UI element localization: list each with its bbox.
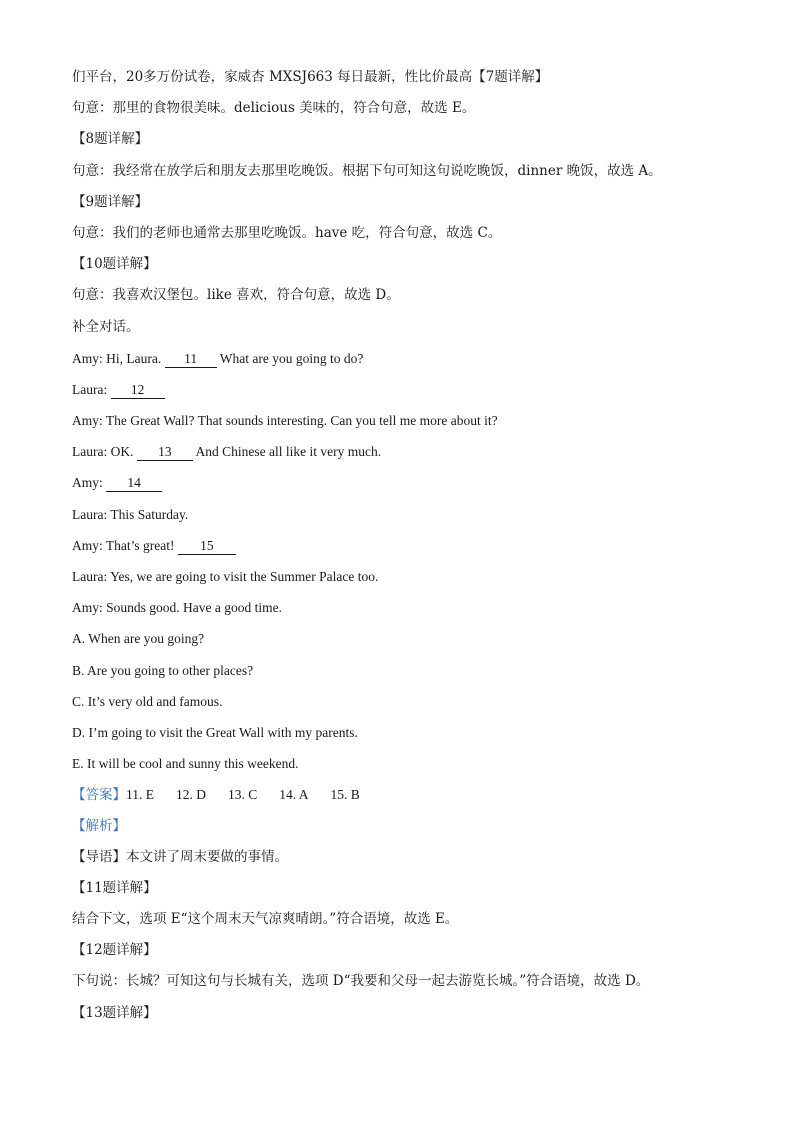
q12-text: 下句说：长城？可知这句与长城有关，选项 D“我要和父母一起去游览长城。”符合语境，故选 D。 [72,973,650,990]
dialogue-text: Laura: OK. [72,444,137,460]
blank-11: 11 [165,351,217,368]
q8-meaning: 句意：我经常在放学后和朋友去那里吃晚饭。根据下句可知这句说吃晚饭，dinner 晚饭，故选 A。 [72,162,662,179]
answer-13: 13. C [228,787,258,803]
blank-13: 13 [137,444,193,461]
dialogue-line-4 [72,436,752,467]
dialogue-line-6: Laura: This Saturday. [72,506,189,522]
blank-12: 12 [111,382,165,399]
document-page [72,62,752,1029]
blank-15: 15 [178,538,236,555]
q9-title: 【9题详解】 [72,193,149,210]
option-e: E. It will be cool and sunny this weekend. [72,756,299,772]
q10-title: 【10题详解】 [72,256,157,273]
dialogue-line-3: Amy: The Great Wall? That sounds interesting. Can you tell me more about it? [72,413,498,429]
q7-meaning: 句意：那里的食物很美味。delicious 美味的，符合句意，故选 E。 [72,100,476,117]
option-a: A. When are you going? [72,631,205,647]
q12-title: 【12题详解】 [72,942,157,959]
analysis-label: 【解析】 [72,817,126,834]
section-title: 补全对话。 [72,318,140,335]
answer-line [72,779,752,810]
dialogue-line-1 [72,343,752,374]
q9-meaning: 句意：我们的老师也通常去那里吃晚饭。have 吃，符合句意，故选 C。 [72,224,502,241]
header-line: 们平台，20多万份试卷，家威杏 MXSJ663 每日最新，性比价最高【7题详解】 [72,69,549,85]
option-c: C. It’s very old and famous. [72,693,223,709]
q11-title: 【11题详解】 [72,879,157,896]
option-d: D. I’m going to visit the Great Wall with my parents. [72,724,358,740]
dialogue-text: Amy: Hi, Laura. [72,350,165,366]
dialogue-text: And Chinese all like it very much. [192,444,382,460]
dialogue-line-7 [72,530,752,561]
dialogue-line-8: Laura: Yes, we are going to visit the Summer Palace too. [72,569,379,584]
answer-12: 12. D [176,787,206,803]
dialogue-text: Amy: That’s great! [72,537,178,553]
q13-title: 【13题详解】 [72,1004,157,1021]
dialogue-line-2 [72,374,752,405]
answer-14: 14. A [279,787,309,803]
dialogue-line-9: Amy: Sounds good. Have a good time. [72,600,282,616]
guide-line: 【导语】本文讲了周末要做的事情。 [72,848,288,865]
answer-15: 15. B [330,787,360,803]
dialogue-text: What are you going to do? [216,350,364,366]
q11-text: 结合下文，选项 E“这个周末天气凉爽晴朗。”符合语境，故选 E。 [72,911,459,928]
answer-11: 11. E [126,787,154,803]
q8-title: 【8题详解】 [72,131,149,148]
blank-14: 14 [106,475,162,492]
option-b: B. Are you going to other places? [72,662,254,678]
dialogue-line-5 [72,467,752,498]
q10-meaning: 句意：我喜欢汉堡包。like 喜欢，符合句意，故选 D。 [72,287,400,304]
dialogue-text: Laura: [72,381,111,397]
answer-label: 【答案】 [72,787,126,804]
dialogue-text: Amy: [72,475,107,491]
